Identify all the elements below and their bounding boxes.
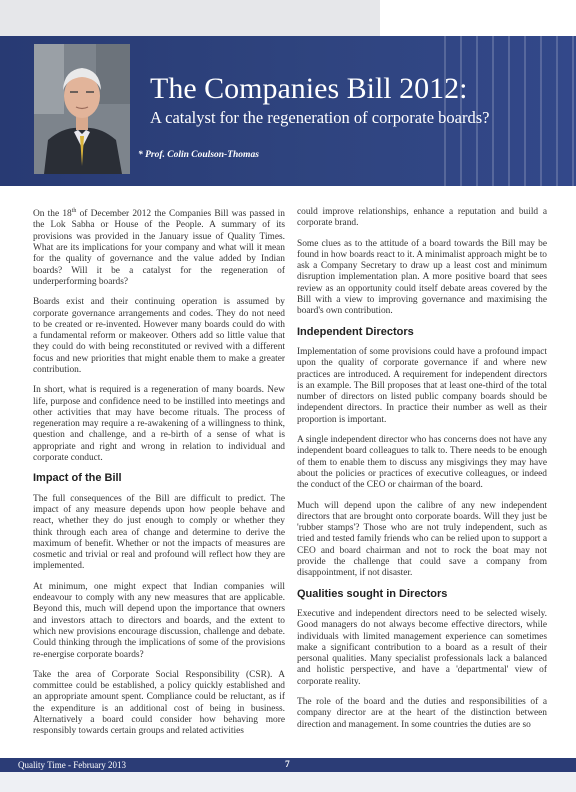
publication-name: Quality Time - February 2013 — [18, 760, 126, 770]
intro-text-b: of December 2012 the Companies Bill was passed in the Lok Sabha or House of the People. A summary of its provisions was provided in the January issue of Quality Times. What are its implications for your company and what will it mean for the quality of governance and the value added by Indian boards? Will it be a catalyst for the regeneration of underperforming boards? — [33, 209, 285, 287]
section-heading-independent-directors: Independent Directors — [297, 325, 414, 338]
paragraph: Much will depend upon the calibre of any new independent directors that are brought onto corporate boards. Will they just be 'rubber stamps'? Those who are not truly independent, such as tried and tested family friends who can be relied upon to support a CEO and board chairman and not to rock the boat may not provide the challenge that could save a company from disappointment, if not disaster. — [297, 500, 547, 579]
header-banner — [0, 36, 576, 186]
intro-superscript: th — [71, 208, 77, 214]
paragraph: could improve relationships, enhance a reputation and build a corporate brand. — [297, 207, 547, 229]
paragraph: The role of the board and the duties and responsibilities of a company director are at the heart of the distinction between direction and management. In some countries the duties are so — [297, 696, 547, 730]
paragraph: Implementation of some provisions could have a profound impact upon the quality of corporate governance if and where new practices are introduced. A requirement for independent directors is an example. The Bill proposes that at least one-third of the total number of directors on listed public company boards should be independent directors. In practice their number as well as their proportion is important. — [297, 346, 547, 425]
paragraph: Take the area of Corporate Social Responsibility (CSR). A committee could be established, a policy quickly established and an appropriate amount spent. Compliance could be reluctant, as if the expenditure is an additional cost of being in business. Alternatively a board could consider how behaving more responsibly towards certain groups and related activities — [33, 669, 285, 737]
paragraph: Boards exist and their continuing operation is assumed by corporate governance arrangements and codes. They do not need to be created or re-invented. However many boards could do with a fundamental reform or makeover. Others add so little value that they could do with being reconstituted or revived with a different focus and new priorities that might enable them to make a greater contribution. — [33, 297, 285, 375]
article-author: * Prof. Colin Coulson-Thomas — [138, 150, 259, 160]
author-photo — [34, 44, 130, 174]
paragraph: Some clues as to the attitude of a board towards the Bill may be found in how boards react to it. A minimalist approach might be to ask a Company Secretary to draw up a least cost and minimum disruption implementation plan. A more positive board that sees review as an opportunity could itself debate areas covered by the Bill with a view to improving governance and maximising the board's own contribution. — [297, 238, 547, 317]
article-subtitle: A catalyst for the regeneration of corporate boards? — [150, 108, 490, 127]
section-heading-impact: Impact of the Bill — [33, 472, 122, 485]
author-portrait — [34, 44, 130, 174]
paragraph: Executive and independent directors need to be selected wisely. Good managers do not always become effective directors, while individuals with limited management experience can sometimes make a significant contribution to a board as a result of their personal qualities. Many specialist professionals lack a balanced and holistic perspective, and have a 'departmental' view of corporate reality. — [297, 608, 547, 687]
article-title: The Companies Bill 2012: — [150, 72, 468, 105]
page-footer — [0, 758, 576, 772]
top-gray-band — [0, 0, 380, 36]
bottom-margin — [0, 772, 576, 792]
paragraph: The full consequences of the Bill are difficult to predict. The impact of any measure depends upon how people behave and react, whether they do just enough to comply or whether they think through each area of change and determine to derive the maximum of benefit. Whether or not the impacts of measures are cosmetic and trivial or real and profound will reflect how they are implemented. — [33, 493, 285, 572]
paragraph: A single independent director who has concerns does not have any independent board colleagues to talk to. There needs to be enough of them to enable them to discuss any misgivings they may have about the policies or practices of executive colleagues, or indeed the conduct of the CEO or chairman of the board. — [297, 435, 547, 491]
right-column — [297, 207, 547, 740]
paragraph: In short, what is required is a regeneration of many boards. New life, purpose and confidence need to be instilled into meetings and other activities that may have become rituals. The process of regeneration may require a re-awakening of a willingness to think, question and challenge, and a re-birth of a sense of what is appropriate and right and wrong in relation to individual and corporate conduct. — [33, 385, 285, 464]
paragraph-intro — [33, 206, 285, 288]
top-white-band — [380, 0, 576, 36]
paragraph: At minimum, one might expect that Indian companies will endeavour to comply with any new measures that are applicable. Beyond this, much will depend upon the importance that owners and investors attach to directors and boards, and the extent to which new provisions encourage discussion, challenge and debate. Could thinking through the implications of some of the provisions re-energise corporate boards? — [33, 581, 285, 660]
page-number: 7 — [285, 760, 290, 770]
left-column — [33, 206, 285, 747]
section-heading-qualities: Qualities sought in Directors — [297, 587, 448, 600]
intro-text-a: On the 18 — [33, 209, 72, 220]
